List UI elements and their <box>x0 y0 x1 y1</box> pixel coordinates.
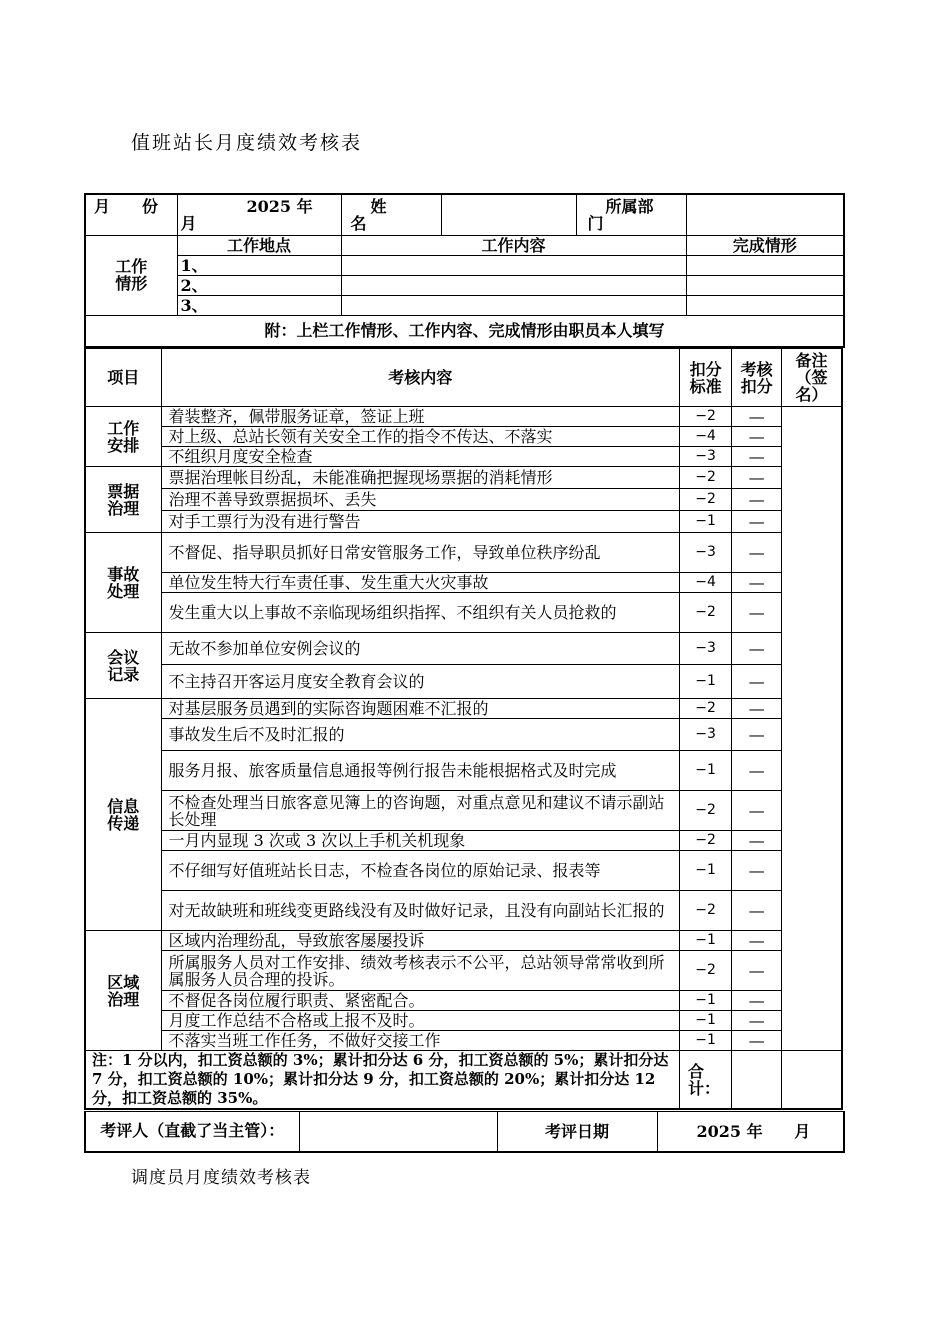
month-value[interactable] <box>177 194 341 235</box>
assessment-content: 对上级、总站长领有关安全工作的指令不传达、不落实 <box>161 427 680 447</box>
group-label <box>85 931 161 1051</box>
deduct-standard: −3 <box>680 719 732 751</box>
deduct-field[interactable]: — <box>732 427 782 447</box>
assessment-content: 单位发生特大行车责任事、发生重大火灾事故 <box>161 573 680 593</box>
deduct-field[interactable]: — <box>732 719 782 751</box>
group-label-b: 处理 <box>107 581 140 601</box>
assessment-row <box>85 407 842 427</box>
group-label-b: 传递 <box>107 813 140 833</box>
col-deduct-b: 扣分 <box>740 376 773 396</box>
sign-table <box>84 1111 845 1153</box>
dept-field[interactable] <box>686 194 844 235</box>
col-std-b: 标准 <box>689 376 722 396</box>
deduct-field[interactable]: — <box>732 447 782 467</box>
deduct-field[interactable]: — <box>732 1031 782 1051</box>
work-label-b: 情形 <box>115 274 148 293</box>
group-label <box>85 699 161 931</box>
deduct-field[interactable]: — <box>732 511 782 533</box>
deduct-field[interactable]: — <box>732 533 782 573</box>
assessment-content: 不检查处理当日旅客意见簿上的咨询题，对重点意见和建议不请示副站长处理 <box>161 791 680 831</box>
assessment-table <box>84 348 843 1110</box>
group-label-a: 事故 <box>107 564 140 584</box>
deduct-field[interactable]: — <box>732 851 782 891</box>
month-year: 2025 年 <box>246 197 313 216</box>
assessment-content: 对基层服务员遇到的实际咨询题困难不汇报的 <box>161 699 680 719</box>
assessment-row <box>85 891 842 931</box>
group-label-a: 票据 <box>107 481 140 501</box>
total-label-b: 计： <box>688 1078 721 1098</box>
work-row-1[interactable]: 1、 <box>177 255 341 275</box>
total-label-a: 合 <box>688 1061 705 1081</box>
assessment-row <box>85 991 842 1011</box>
deduct-field[interactable]: — <box>732 991 782 1011</box>
col-remark-c: 名） <box>795 385 828 404</box>
deduct-field[interactable]: — <box>732 951 782 991</box>
deduct-standard: −2 <box>680 407 732 427</box>
total-label <box>680 1051 732 1110</box>
assessment-content: 月度工作总结不合格或上报不及时。 <box>161 1011 680 1031</box>
assessment-content: 无故不参加单位安例会议的 <box>161 633 680 665</box>
work-content-2[interactable] <box>341 275 686 295</box>
name-label-a: 姓 <box>370 197 387 216</box>
work-done-2[interactable] <box>686 275 844 295</box>
group-label-a: 信息 <box>107 796 140 816</box>
deduct-field[interactable]: — <box>732 699 782 719</box>
col-item: 项目 <box>85 349 161 407</box>
deduct-standard: −1 <box>680 665 732 699</box>
assessment-content: 不组织月度安全检查 <box>161 447 680 467</box>
work-row-3[interactable]: 3、 <box>177 295 341 315</box>
assessment-content: 不仔细写好值班站长日志，不检查各岗位的原始记录、报表等 <box>161 851 680 891</box>
deduct-field[interactable]: — <box>732 633 782 665</box>
assessment-content: 事故发生后不及时汇报的 <box>161 719 680 751</box>
assessment-content: 区域内治理纷乱，导致旅客屡屡投诉 <box>161 931 680 951</box>
assessment-content: 着装整齐，佩带服务证章，签证上班 <box>161 407 680 427</box>
assessment-row <box>85 573 842 593</box>
col-std-a: 扣分 <box>689 359 722 379</box>
evaluator-field[interactable] <box>299 1112 497 1152</box>
dept-label-b: 门 <box>587 214 604 233</box>
deduct-field[interactable]: — <box>732 931 782 951</box>
total-remark[interactable] <box>782 1051 842 1110</box>
col-remark <box>782 349 842 407</box>
assessment-content: 不督促各岗位履行职责、紧密配合。 <box>161 991 680 1011</box>
deduct-standard: −2 <box>680 791 732 831</box>
group-label <box>85 407 161 467</box>
assessment-content: 不落实当班工作任务，不做好交接工作 <box>161 1031 680 1051</box>
assessment-content: 所属服务人员对工作安排、绩效考核表示不公平，总站领导常常收到所属服务人员合理的投诉。 <box>161 951 680 991</box>
work-content-3[interactable] <box>341 295 686 315</box>
name-label-b: 名 <box>350 214 367 233</box>
work-content-1[interactable] <box>341 255 686 275</box>
deduct-field[interactable]: — <box>732 407 782 427</box>
deduct-standard: −4 <box>680 573 732 593</box>
group-label-b: 治理 <box>107 498 140 518</box>
col-work-place: 工作地点 <box>177 235 341 255</box>
deduct-standard: −1 <box>680 931 732 951</box>
deduct-field[interactable]: — <box>732 791 782 831</box>
deduct-standard: −4 <box>680 427 732 447</box>
col-work-content: 工作内容 <box>341 235 686 255</box>
group-label-a: 会议 <box>107 647 140 667</box>
deduct-standard: −2 <box>680 467 732 489</box>
assessment-content: 票据治理帐目纷乱，未能准确把握现场票据的消耗情形 <box>161 467 680 489</box>
assessment-row <box>85 719 842 751</box>
deduct-field[interactable]: — <box>732 467 782 489</box>
group-label <box>85 467 161 533</box>
assessment-content: 发生重大以上事故不亲临现场组织指挥、不组织有关人员抢救的 <box>161 593 680 633</box>
deduct-field[interactable]: — <box>732 1011 782 1031</box>
deduct-standard: −1 <box>680 1011 732 1031</box>
deduct-field[interactable]: — <box>732 489 782 511</box>
assessment-content: 对手工票行为没有进行警告 <box>161 511 680 533</box>
date-value[interactable] <box>657 1112 844 1152</box>
work-label-a: 工作 <box>115 257 148 276</box>
col-content: 考核内容 <box>161 349 680 407</box>
assessment-row <box>85 533 842 573</box>
deduct-standard: −2 <box>680 699 732 719</box>
assessment-row <box>85 931 842 951</box>
assessment-row <box>85 699 842 719</box>
assessment-content: 不督促、指导职员抓好日常安管服务工作，导致单位秩序纷乱 <box>161 533 680 573</box>
deduct-field[interactable]: — <box>732 891 782 931</box>
deduct-standard: −2 <box>680 593 732 633</box>
month-label: 月 份 <box>85 194 177 235</box>
total-field[interactable] <box>732 1051 782 1110</box>
summary-note: 注：1 分以内，扣工资总额的 3%；累计扣分达 6 分，扣工资总额的 5%；累计扣分达 7 分，扣工资总额的 10%；累计扣分达 9 分，扣工资总额的 20%；累计扣分达 12 分，扣工资总额的 35%。 <box>85 1051 680 1110</box>
dept-label-a: 所属部 <box>605 197 654 216</box>
deduct-field[interactable]: — <box>732 593 782 633</box>
month-month: 月 <box>180 214 197 233</box>
page-title: 值班站长月度绩效考核表 <box>131 132 363 154</box>
deduct-field[interactable]: — <box>732 573 782 593</box>
assessment-row <box>85 447 842 467</box>
deduct-standard: −1 <box>680 851 732 891</box>
col-deduct <box>732 349 782 407</box>
work-label <box>85 235 177 315</box>
work-done-3[interactable] <box>686 295 844 315</box>
assessment-content: 对无故缺班和班线变更路线没有及时做好记录，且没有向副站长汇报的 <box>161 891 680 931</box>
col-remark-b: （签 <box>795 368 828 387</box>
deduct-standard: −2 <box>680 489 732 511</box>
work-done-1[interactable] <box>686 255 844 275</box>
date-month: 月 <box>794 1121 811 1141</box>
assessment-content: 不主持召开客运月度安全教育会议的 <box>161 665 680 699</box>
group-label-a: 区域 <box>107 972 140 992</box>
assessment-row <box>85 665 842 699</box>
remark-field[interactable] <box>782 407 842 1051</box>
fill-note: 附：上栏工作情形、工作内容、完成情形由职员本人填写 <box>85 315 844 347</box>
name-field[interactable] <box>441 194 576 235</box>
assessment-row <box>85 1031 842 1051</box>
deduct-standard: −1 <box>680 751 732 791</box>
assessment-row <box>85 489 842 511</box>
deduct-field[interactable]: — <box>732 831 782 851</box>
group-label-b: 安排 <box>107 435 140 455</box>
col-deduct-a: 考核 <box>740 359 773 379</box>
assessment-content: 服务月报、旅客质量信息通报等例行报告未能根据格式及时完成 <box>161 751 680 791</box>
assessment-row <box>85 791 842 831</box>
group-label-b: 记录 <box>107 664 140 684</box>
assessment-row <box>85 467 842 489</box>
group-label-a: 工作 <box>107 418 140 438</box>
deduct-standard: −2 <box>680 891 732 931</box>
deduct-field[interactable]: — <box>732 665 782 699</box>
deduct-field[interactable]: — <box>732 751 782 791</box>
deduct-standard: −1 <box>680 1031 732 1051</box>
assessment-row <box>85 851 842 891</box>
assessment-row <box>85 427 842 447</box>
deduct-standard: −3 <box>680 633 732 665</box>
date-year: 2025 年 <box>696 1121 763 1141</box>
deduct-standard: −3 <box>680 533 732 573</box>
group-label <box>85 533 161 633</box>
assessment-row <box>85 593 842 633</box>
group-label-b: 治理 <box>107 989 140 1009</box>
assessment-row <box>85 633 842 665</box>
assessment-content: 一月内显现 3 次或 3 次以上手机关机现象 <box>161 831 680 851</box>
assessment-row <box>85 951 842 991</box>
next-form-title: 调度员月度绩效考核表 <box>131 1168 311 1188</box>
col-remark-a: 备注 <box>795 351 828 370</box>
deduct-standard: −2 <box>680 951 732 991</box>
assessment-row <box>85 751 842 791</box>
date-label: 考评日期 <box>497 1112 657 1152</box>
deduct-standard: −3 <box>680 447 732 467</box>
col-std <box>680 349 732 407</box>
header-table <box>84 193 845 348</box>
work-row-2[interactable]: 2、 <box>177 275 341 295</box>
deduct-standard: −2 <box>680 831 732 851</box>
group-label <box>85 633 161 699</box>
assessment-row <box>85 1011 842 1031</box>
deduct-standard: −1 <box>680 991 732 1011</box>
assessment-row <box>85 511 842 533</box>
assessment-content: 治理不善导致票据损坏、丢失 <box>161 489 680 511</box>
assessment-row <box>85 831 842 851</box>
deduct-standard: −1 <box>680 511 732 533</box>
col-work-done: 完成情形 <box>686 235 844 255</box>
evaluator-label: 考评人（直截了当主管）： <box>85 1112 299 1152</box>
